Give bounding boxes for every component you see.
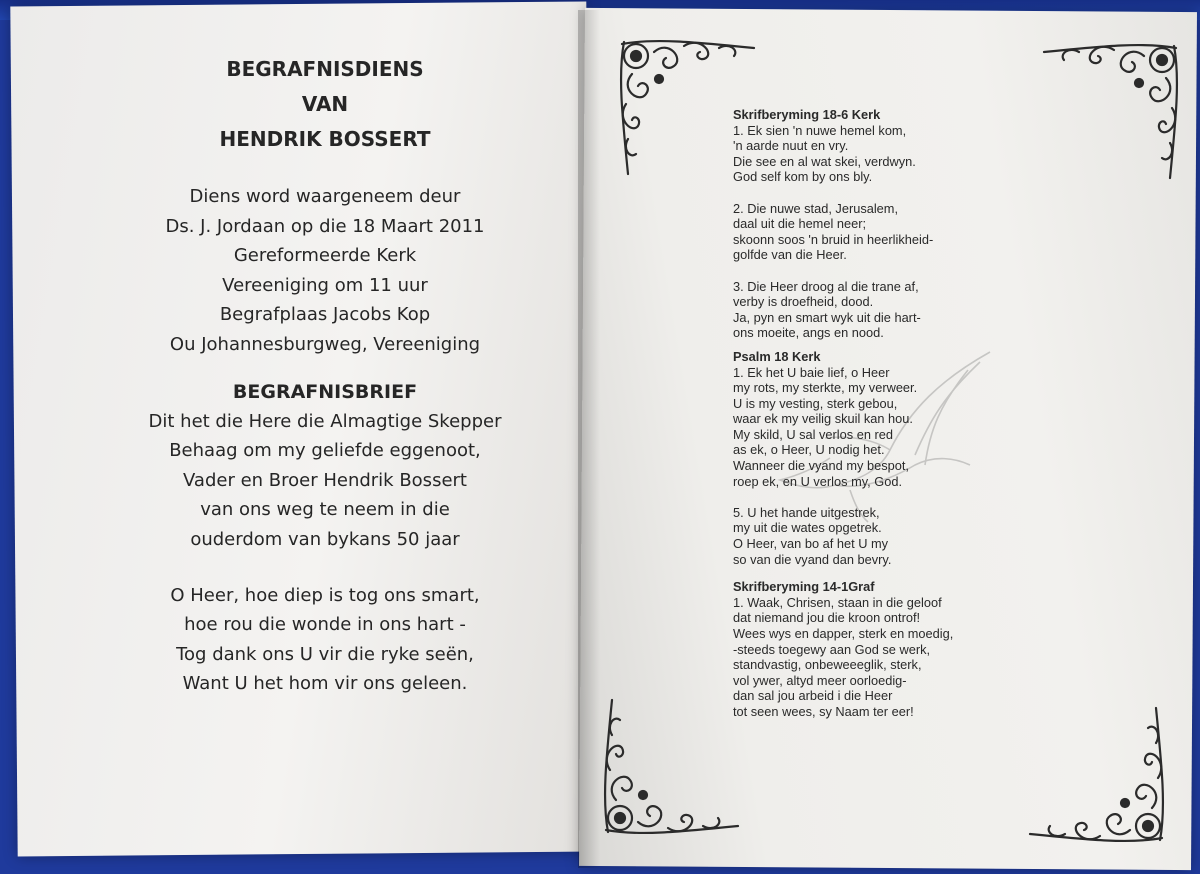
verse-line: my uit die wates opgetrek. (733, 520, 882, 536)
corner-ornament-icon (598, 690, 748, 840)
funeral-title (90, 52, 560, 157)
verse-line: ons moeite, angs en nood. (733, 325, 884, 341)
verse-line: 5. U het hande uitgestrek, (733, 504, 880, 520)
title-line: VAN (301, 92, 349, 116)
verse-line: 3. Die Heer droog al die trane af, (733, 278, 919, 294)
verse-line: as ek, o Heer, U nodig het. (733, 442, 885, 458)
poem-line: hoe rou die wonde in ons hart - (184, 614, 466, 636)
corner-ornament-icon (1020, 698, 1170, 848)
service-line: Ou Johannesburgweg, Vereeniging (169, 333, 481, 355)
verse-line: verby is droefheid, dood. (733, 294, 874, 310)
verse-line: -steeds toegewy aan God se werk, (733, 641, 931, 657)
hymn-verse (733, 279, 1033, 341)
verse-line: dat niemand jou die kroon ontrof! (733, 610, 921, 626)
verse-line: 1. Ek sien 'n nuwe hemel kom, (733, 122, 907, 138)
funeral-letter (90, 407, 560, 555)
verse-line: 1. Ek het U baie lief, o Heer (733, 364, 890, 380)
verse-line: waar ek my veilig skuil kan hou. (733, 411, 913, 427)
verse-line: vol ywer, altyd meer oorloedig- (733, 672, 907, 688)
hymn (733, 579, 1033, 719)
poem-line: O Heer, hoe diep is tog ons smart, (170, 584, 480, 606)
hymn-list (733, 107, 1033, 727)
hymn-title: Psalm 18 Kerk (733, 348, 821, 364)
service-line: Gereformeerde Kerk (233, 245, 417, 267)
hymn-verse (733, 505, 1033, 567)
title-line: HENDRIK BOSSERT (219, 127, 431, 151)
verse-line: Die see en al wat skei, verdwyn. (733, 153, 916, 169)
verse-line: roep ek, en U verlos my, God. (733, 473, 903, 489)
verse-line: my rots, my sterkte, my verweer. (733, 380, 918, 396)
service-line: Ds. J. Jordaan op die 18 Maart 2011 (165, 215, 485, 237)
hymn (733, 349, 1033, 567)
verse-line: standvastig, onbeweeeglik, sterk, (733, 657, 922, 673)
service-line: Diens word waargeneem deur (189, 186, 461, 207)
verse-line: golfde van die Heer. (733, 247, 847, 263)
verse-line: U is my vesting, sterk gebou, (733, 395, 898, 411)
verse-line: 1. Waak, Chrisen, staan in die geloof (733, 594, 942, 610)
service-line: Vereeniging om 11 uur (222, 274, 428, 296)
hymn-verse (733, 365, 1033, 490)
verse-line: Ja, pyn en smart wyk uit die hart- (733, 309, 921, 325)
letter-line: Vader en Broer Hendrik Bossert (183, 469, 467, 491)
verse-line: My skild, U sal verlos en red (733, 426, 894, 442)
hymn-title: Skrifberyming 14-1Graf (733, 579, 875, 595)
hymn-title: Skrifberyming 18-6 Kerk (733, 107, 881, 122)
verse-line: Wanneer die vyand my bespot, (733, 458, 909, 474)
service-details (90, 182, 560, 360)
letter-line: Behaag om my geliefde eggenoot, (169, 440, 481, 462)
hymn-verse (733, 595, 1033, 720)
verse-line: Wees wys en dapper, sterk en moedig, (733, 626, 954, 641)
verse-line: tot seen wees, sy Naam ter eer! (733, 703, 914, 719)
verse-line: dan sal jou arbeid i die Heer (733, 688, 893, 704)
verse-line: daal uit die hemel neer; (733, 216, 867, 232)
poem-line: Tog dank ons U vir die ryke seën, (176, 643, 474, 665)
hymn-verse (733, 201, 1033, 263)
poem-line: Want U het hom vir ons geleen. (182, 673, 468, 695)
hymn (733, 107, 1033, 341)
hymn-verse (733, 123, 1033, 185)
memorial-poem (90, 581, 560, 699)
letter-heading: BEGRAFNISBRIEF (232, 380, 418, 403)
left-page-content (90, 52, 560, 699)
verse-line: skoonn soos 'n bruid in heerlikheid- (733, 231, 934, 247)
verse-line: so van die vyand dan bevry. (733, 551, 892, 567)
service-line: Begrafplaas Jacobs Kop (219, 304, 431, 326)
verse-line: 2. Die nuwe stad, Jerusalem, (733, 200, 899, 216)
verse-line: O Heer, van bo af het U my (733, 536, 889, 552)
verse-line: 'n aarde nuut en vry. (733, 138, 849, 154)
title-line: BEGRAFNISDIENS (226, 57, 424, 81)
letter-line: van ons weg te neem in die (200, 499, 450, 521)
letter-line: Dit het die Here die Almagtige Skepper (148, 410, 502, 432)
page-fold (578, 10, 600, 868)
corner-ornament-icon (1034, 38, 1184, 188)
letter-line: ouderdom van bykans 50 jaar (190, 528, 460, 550)
verse-line: God self kom by ons bly. (733, 169, 873, 185)
